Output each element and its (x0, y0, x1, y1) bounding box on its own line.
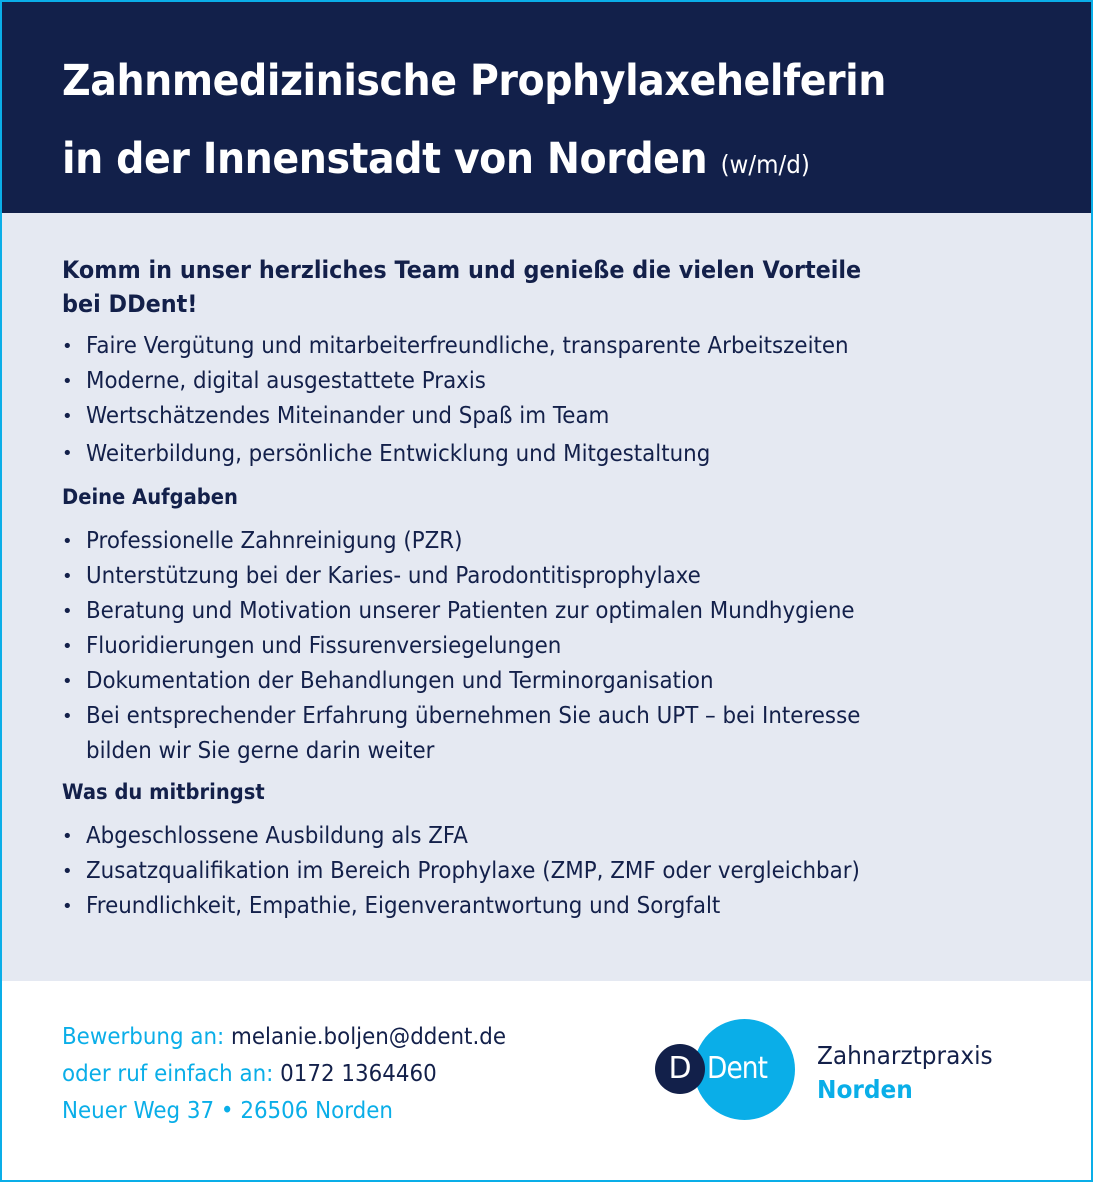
list-item: • Beratung und Motivation unserer Patienten zur optimalen Mundhygiene (62, 594, 1091, 629)
logo-practice-label: Zahnarztpraxis (817, 1041, 993, 1070)
logo-brand-text: Dent (707, 1051, 768, 1086)
list-item-continuation: bilden wir Sie gerne darin weiter (86, 738, 435, 764)
bullet-icon: • (62, 706, 73, 727)
logo-city-label: Norden (817, 1075, 913, 1104)
list-item: • Dokumentation der Behandlungen und Terminorganisation (62, 664, 1091, 699)
email-link[interactable]: melanie.boljen@ddent.de (231, 1024, 506, 1050)
bullet-icon: • (62, 443, 73, 464)
benefits-list (62, 329, 1091, 474)
bullet-icon: • (62, 636, 73, 657)
list-item: • Weiterbildung, persönliche Entwicklung und Mitgestaltung (62, 434, 1091, 474)
bullet-icon: • (62, 601, 73, 622)
tasks-heading: Deine Aufgaben (62, 485, 238, 509)
apply-label: Bewerbung an: (62, 1024, 225, 1050)
list-item: • Abgeschlossene Ausbildung als ZFA (62, 819, 1091, 854)
bullet-icon: • (62, 371, 73, 392)
footer (2, 981, 1091, 1180)
list-item: • Zusatzqualifikation im Bereich Prophylaxe (ZMP, ZMF oder vergleichbar) (62, 854, 1091, 889)
list-item: • Wertschätzendes Miteinander und Spaß im Team (62, 399, 1091, 434)
call-row (62, 1056, 506, 1093)
logo-d-badge: D (655, 1044, 705, 1094)
phone-link[interactable]: 0172 1364460 (280, 1061, 437, 1087)
list-item: • Professionelle Zahnreinigung (PZR) (62, 524, 1091, 559)
list-item: • Freundlichkeit, Empathie, Eigenverantwortung und Sorgfalt (62, 889, 1091, 924)
bullet-icon: • (62, 896, 73, 917)
bullet-icon: • (62, 671, 73, 692)
list-item: • Bei entsprechender Erfahrung übernehmen Sie auch UPT – bei Interesse (62, 699, 1091, 734)
job-title-line-2 (62, 120, 1009, 204)
list-item: • Unterstützung bei der Karies- und Parodontitisprophylaxe (62, 559, 1091, 594)
job-title-location: in der Innenstadt von Norden (62, 134, 708, 184)
bullet-icon: • (62, 566, 73, 587)
bullet-icon: • (62, 826, 73, 847)
content-section (2, 213, 1091, 981)
job-title-line-1: Zahnmedizinische Prophylaxehelferin (62, 56, 887, 106)
apply-row (62, 1019, 506, 1056)
bullet-icon: • (62, 336, 73, 357)
bullet-icon: • (62, 861, 73, 882)
gender-suffix: (w/m/d) (720, 150, 810, 179)
ddent-logo (655, 1019, 1055, 1129)
intro-heading-line-2: bei DDent! (62, 290, 198, 318)
bullet-icon: • (62, 531, 73, 552)
contact-block (62, 1019, 539, 1130)
address-row: Neuer Weg 37 • 26506 Norden (62, 1098, 393, 1124)
call-label: oder ruf einfach an: (62, 1061, 274, 1087)
bullet-icon: • (62, 406, 73, 427)
requirements-heading: Was du mitbringst (62, 780, 265, 804)
list-item: • Moderne, digital ausgestattete Praxis (62, 364, 1091, 399)
intro-heading-line-1: Komm in unser herzliches Team und genieße die vielen Vorteile (62, 256, 862, 284)
requirements-list (62, 819, 1091, 924)
tasks-list (62, 524, 1091, 769)
header-banner (2, 2, 1091, 213)
list-item: • Fluoridierungen und Fissurenversiegelungen (62, 629, 1091, 664)
list-item: • Faire Vergütung und mitarbeiterfreundliche, transparente Arbeitszeiten (62, 329, 1091, 364)
